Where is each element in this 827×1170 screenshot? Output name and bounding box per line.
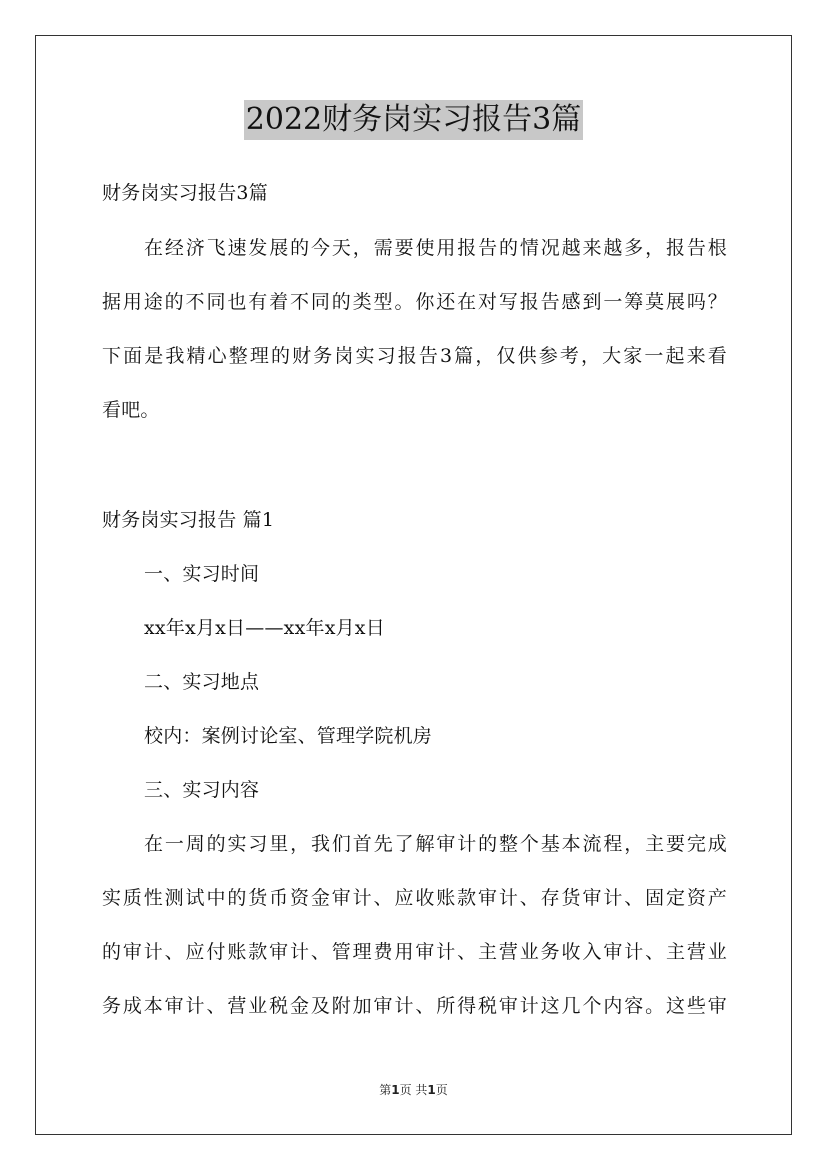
intro-line: 在经济飞速发展的今天，需要使用报告的情况越来越多，报告根: [144, 237, 727, 259]
body-line: 实质性测试中的货币资金审计、应收账款审计、存货审计、固定资产: [102, 887, 727, 909]
list-item: 三、实习内容: [144, 779, 260, 801]
list-item: 校内：案例讨论室、管理学院机房: [144, 725, 433, 747]
footer-total-pages: 1: [427, 1083, 436, 1097]
title-container: [0, 100, 827, 140]
body-line: 在一周的实习里，我们首先了解审计的整个基本流程，主要完成: [144, 833, 727, 855]
list-item: xx年x月x日——xx年x月x日: [144, 617, 385, 639]
body-line: 务成本审计、营业税金及附加审计、所得税审计这几个内容。这些审: [102, 995, 727, 1017]
list-item: 一、实习时间: [144, 563, 260, 585]
page-footer: [0, 1082, 827, 1098]
list-item: 二、实习地点: [144, 671, 260, 693]
section-heading: 财务岗实习报告 篇1: [102, 509, 275, 531]
document-subtitle: 财务岗实习报告3篇: [102, 182, 268, 204]
footer-current-page: 1: [391, 1083, 400, 1097]
footer-mid: 页 共: [399, 1083, 428, 1097]
intro-line: 下面是我精心整理的财务岗实习报告3篇，仅供参考，大家一起来看: [102, 345, 727, 367]
footer-suffix: 页: [435, 1083, 448, 1097]
document-title: 2022财务岗实习报告3篇: [244, 100, 583, 140]
intro-line: 据用途的不同也有着不同的类型。你还在对写报告感到一筹莫展吗？: [102, 291, 727, 313]
body-line: 的审计、应付账款审计、管理费用审计、主营业务收入审计、主营业: [102, 941, 727, 963]
intro-line: 看吧。: [102, 399, 160, 421]
footer-prefix: 第: [379, 1083, 392, 1097]
